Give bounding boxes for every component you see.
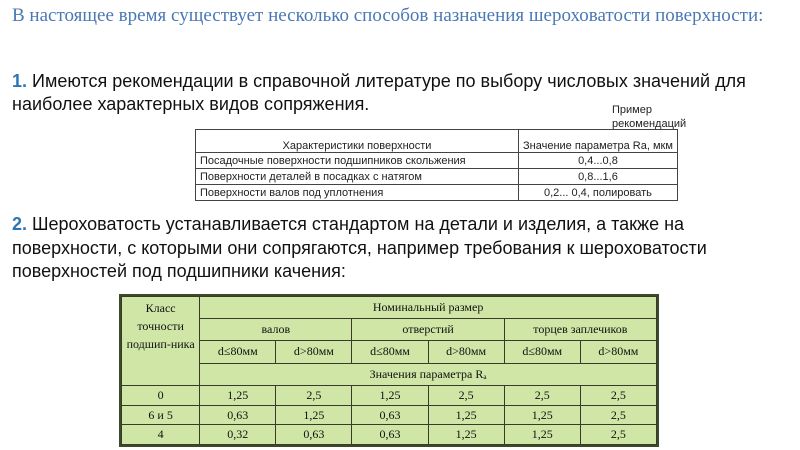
table-row: [122, 405, 657, 425]
group-shoulders: торцев заплечиков: [504, 318, 656, 340]
table-cell: Поверхности валов под уплотнения: [196, 185, 519, 201]
table-cell: 1,25: [200, 386, 276, 406]
table-cell: 0,63: [352, 425, 428, 445]
table-cell: 0,63: [200, 405, 276, 425]
table-cell: 2,5: [580, 425, 656, 445]
table-cell: 2,5: [504, 386, 580, 406]
item-2-number: 2.: [12, 214, 28, 234]
item-2-text: Шероховатость устанавливается стандартом на детали и изделия, а также на поверхности, с которыми они сопрягаются, например требования к шероховатости поверхностей под подшипники качения:: [12, 214, 707, 281]
table-cell: 0,4...0,8: [519, 153, 678, 169]
table-cell: Посадочные поверхности подшипников скольжения: [196, 153, 519, 169]
sub-header: d≤80мм: [352, 340, 428, 364]
table-cell: 0,63: [276, 425, 352, 445]
bearing-roughness-table-frame: [119, 294, 659, 447]
class-header: Класс точности подшип-ника: [122, 297, 200, 386]
table-2-group-row: [122, 318, 657, 340]
table-cell: 1,25: [504, 405, 580, 425]
table-cell: 2,5: [580, 405, 656, 425]
item-2: [12, 213, 790, 284]
table-row: [196, 153, 678, 169]
sub-header: d>80мм: [276, 340, 352, 364]
item-1-text: Имеются рекомендации в справочной литературе по выбору числовых значений для наиболее характерных видов сопряжения.: [12, 71, 746, 114]
table-2-param-row: [122, 364, 657, 386]
table-1-header-ra: Значение параметра Ra, мкм: [519, 130, 678, 153]
table-cell: 1,25: [276, 405, 352, 425]
class-cell: 0: [122, 386, 200, 406]
item-1-number: 1.: [12, 71, 28, 91]
table-1-header-surface: Характеристики поверхности: [196, 130, 519, 153]
table-2-header-row: [122, 297, 657, 319]
table-cell: 1,25: [428, 425, 504, 445]
table-cell: 0,32: [200, 425, 276, 445]
sub-header: d≤80мм: [504, 340, 580, 364]
class-cell: 4: [122, 425, 200, 445]
group-holes: отверстий: [352, 318, 504, 340]
table-cell: 0,2... 0,4, полировать: [519, 185, 678, 201]
recommendations-table: [195, 129, 678, 201]
table-row: [122, 425, 657, 445]
sub-header: d>80мм: [428, 340, 504, 364]
table-cell: 2,5: [580, 386, 656, 406]
table-cell: Поверхности деталей в посадках с натягом: [196, 169, 519, 185]
table-cell: 1,25: [504, 425, 580, 445]
table-2-sub-row: [122, 340, 657, 364]
table-cell: 0,8...1,6: [519, 169, 678, 185]
group-shafts: валов: [200, 318, 352, 340]
table-row: [196, 169, 678, 185]
table-row: [196, 185, 678, 201]
table-cell: 2,5: [428, 386, 504, 406]
table-cell: 1,25: [428, 405, 504, 425]
sub-header: d>80мм: [580, 340, 656, 364]
table-1-header-row: [196, 130, 678, 153]
class-cell: 6 и 5: [122, 405, 200, 425]
table-1-note: Пример рекомендаций: [612, 104, 687, 130]
param-header: Значения параметра Rₐ: [200, 364, 657, 386]
table-cell: 1,25: [352, 386, 428, 406]
table-cell: 2,5: [276, 386, 352, 406]
bearing-roughness-table: [121, 296, 657, 445]
table-row: [122, 386, 657, 406]
sub-header: d≤80мм: [200, 340, 276, 364]
slide-title: В настоящее время существует несколько способов назначения шероховатости поверхности:: [12, 5, 764, 26]
nominal-size-header: Номинальный размер: [200, 297, 657, 319]
table-cell: 0,63: [352, 405, 428, 425]
